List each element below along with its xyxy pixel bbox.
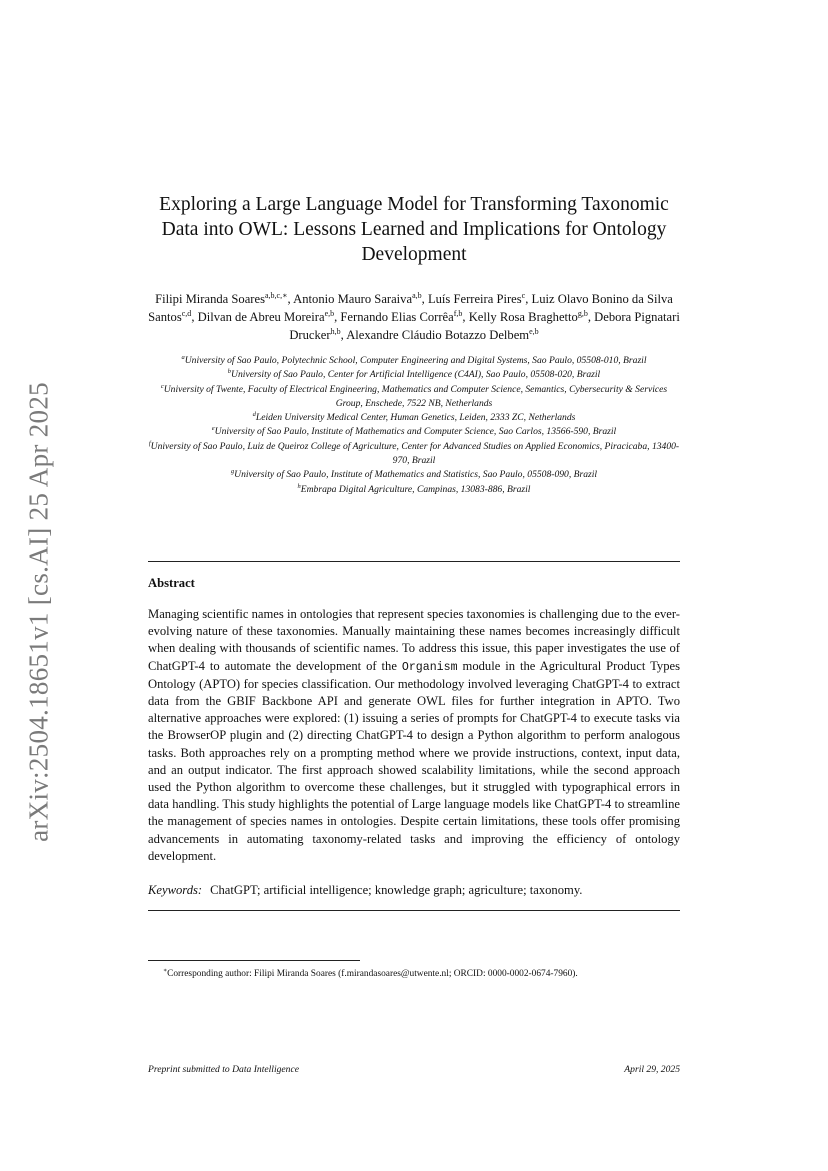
author-separator: , [421,292,428,306]
affiliation [148,425,680,439]
author-separator: , [587,310,595,324]
author-name: Luiz Olavo Bonino da Silva Santos [148,292,673,324]
affiliation [148,411,680,425]
affiliation-text: University of Twente, Faculty of Electrical Engineering, Mathematics and Computer Science, Semantics, Cybersecurity & Services Group, Enschede, 7522 NB, Netherlands [163,383,668,409]
author-list [148,290,680,344]
author-affiliation-marks: c,d [181,308,192,318]
affiliation-mark: f [148,439,151,447]
affiliation [148,354,680,368]
affiliation-mark: g [230,468,235,476]
footer-journal: Preprint submitted to Data Intelligence [148,1064,299,1075]
author-affiliation-marks: a,b [412,290,422,300]
title-line: Development [361,244,467,265]
affiliation [148,368,680,382]
author-separator: , [334,310,341,324]
affiliation-text: University of Sao Paulo, Luiz de Queiroz College of Agriculture, Center for Advanced Studies on Applied Economics, Piracicaba, 13400-970, Brazil [150,440,680,467]
keywords-label: Keywords: [148,883,203,897]
abstract-top-rule [148,561,680,562]
affiliation-text: University of Sao Paulo, Center for Artificial Intelligence (C4AI), Sao Paulo, 05508-020, Brazil [231,369,601,381]
author-name: Debora Pignatari Drucker [289,310,680,342]
author [428,292,532,306]
footnote-rule [148,960,360,961]
author [198,310,341,324]
author-affiliation-marks: e,b [529,326,539,336]
abstract-bottom-rule [148,910,680,911]
author-affiliation-marks: f,b [453,308,463,318]
author-separator: , [191,310,198,324]
affiliation-mark: a [181,353,185,361]
affiliation-text: Leiden University Medical Center, Human Genetics, Leiden, 2333 ZC, Netherlands [255,412,576,424]
affiliation-mark: h [297,482,301,490]
affiliation-text: University of Sao Paulo, Institute of Mathematics and Computer Science, Sao Carlos, 13566-590, Brazil [214,426,617,438]
affiliation [148,483,680,497]
affiliation-text: Embrapa Digital Agriculture, Campinas, 13083-886, Brazil [300,483,531,495]
abstract-text-part: Managing scientific names in ontologies that represent species taxonomies is challenging due to the ever-evolving nature of these taxonomies. Manually maintaining these names becomes increasingly difficult when dealing with thousands of scientific names. To address this issue, this paper investigates the use of ChatGPT-4 to automate the development of the [148,607,680,673]
footer-date: April 29, 2025 [624,1064,680,1075]
author-separator: , [287,292,294,306]
affiliation-mark: d [252,411,256,418]
keywords-text: ChatGPT; artificial intelligence; knowledge graph; agriculture; taxonomy. [210,883,583,897]
affiliation-text: University of Sao Paulo, Institute of Mathematics and Statistics, Sao Paulo, 05508-090, Brazil [234,469,598,481]
affiliation [148,468,680,482]
paper-title [148,192,680,267]
affiliation-mark: b [227,368,232,376]
author [346,328,538,342]
author-name: Filipi Miranda Soares [155,292,265,306]
author-affiliation-marks: h,b [330,326,341,336]
abstract-text-part: module in the Agricultural Product Types Ontology (APTO) for species classification. Our methodology involved leveraging ChatGPT-4 to extract data from the GBIF Backbone API and generate OWL files for further integration in APTO. Two alternative approaches were explored: (1) issuing a series of prompts for ChatGPT-4 to execute tasks via the BrowserOP plugin and (2) directing ChatGPT-4 to design a Python algorithm to perform analogous tasks. Both approaches rely on a prompting method where we provide instructions, context, input data, and an output indicator. The first approach showed scalability limitations, while the second approach used the Python algorithm to overcome these challenges, but it struggled with typographical errors in data handling. This study highlights the potential of Large language models like ChatGPT-4 to streamline the management of species names in ontologies. Despite certain limitations, these tools offer promising advancements in automating taxonomy-related tasks and improving the efficiency of ontology development. [148,658,680,863]
affiliation-mark: c [160,382,164,390]
author-name: Antonio Mauro Saraiva [293,292,413,306]
affiliation [148,440,680,469]
author [155,292,293,306]
abstract-heading: Abstract [148,576,195,590]
module-name-code: Organism [401,660,458,674]
author-separator: , [462,310,469,324]
arxiv-identifier-stamp: arXiv:2504.18651v1 [cs.AI] 25 Apr 2025 [23,382,54,842]
author-name: Kelly Rosa Braghetto [468,310,578,324]
affiliation-text: University of Sao Paulo, Polytechnic School, Computer Engineering and Digital Systems, Sao Paulo, 05508-010, Brazil [184,355,647,366]
author-separator: , [525,292,532,306]
author-name: Luís Ferreira Pires [427,292,522,306]
author-name: Dilvan de Abreu Moreira [197,310,325,324]
title-line: Data into OWL: Lessons Learned and Implications for Ontology [161,219,667,240]
author-affiliation-marks: e,b [324,308,335,318]
author-affiliation-marks: a,b,c,∗ [265,290,288,300]
affiliation-list [148,354,680,497]
author-name: Alexandre Cláudio Botazzo Delbem [346,328,530,342]
title-line: Exploring a Large Language Model for Transforming Taxonomic [159,194,669,215]
affiliation [148,383,680,412]
abstract-text [148,606,680,865]
author-name: Fernando Elias Corrêa [340,310,454,324]
author [340,310,468,324]
footnote-mark: ∗ [163,968,168,974]
author [293,292,428,306]
author-affiliation-marks: g,b [577,308,588,318]
author [469,310,594,324]
footnote-text: Corresponding author: Filipi Miranda Soares (f.mirandasoares@utwente.nl; ORCID: 0000-0002-0674-7960). [167,969,578,980]
author-affiliation-marks: c [521,290,526,300]
keywords [148,882,680,899]
affiliation-mark: e [211,425,215,433]
corresponding-author-footnote [163,965,693,980]
author-separator: , [340,328,347,342]
